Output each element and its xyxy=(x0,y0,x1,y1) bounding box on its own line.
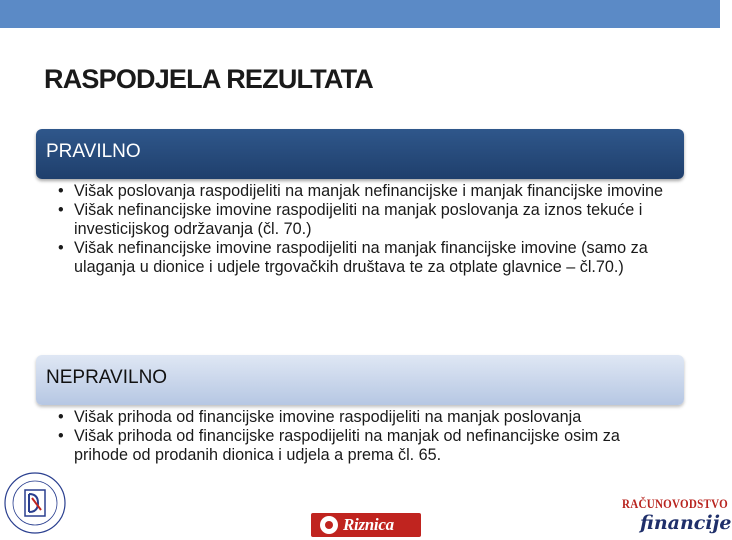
bullet-icon: • xyxy=(58,182,64,200)
list-item xyxy=(58,427,678,465)
list-item xyxy=(58,239,678,277)
list-item-text: Višak nefinancijske imovine raspodijeliti na manjak financijske imovine (samo za ulaganja u dionice i udjele trgovačkih društava te za otplate glavnice – čl.70.) xyxy=(74,239,648,276)
riznica-logo-text: Riznica xyxy=(343,515,394,534)
list-item xyxy=(58,408,678,427)
bullet-icon: • xyxy=(58,201,64,219)
incorrect-list xyxy=(58,408,678,465)
racunovodstvo-logo-text: RAČUNOVODSTVO xyxy=(622,496,729,511)
bullet-icon: • xyxy=(58,239,64,257)
section-header-correct xyxy=(36,129,684,179)
bullet-icon: • xyxy=(58,408,64,426)
list-item-text: Višak poslovanja raspodijeliti na manjak nefinancijske i manjak financijske imovine xyxy=(74,182,664,200)
correct-list xyxy=(58,182,678,277)
list-item xyxy=(58,182,678,201)
financije-logo-text: financije xyxy=(640,512,732,534)
seal-logo-icon xyxy=(2,470,68,536)
section-header-incorrect xyxy=(36,355,684,405)
list-item xyxy=(58,201,678,239)
racunovodstvo-logo xyxy=(622,496,732,540)
list-item-text: Višak nefinancijske imovine raspodijeliti na manjak poslovanja za iznos tekuće i investicijskog održavanja (čl. 70.) xyxy=(74,201,643,238)
list-item-text: Višak prihoda od financijske imovine raspodijeliti na manjak poslovanja xyxy=(74,408,582,426)
top-accent-bar xyxy=(0,0,720,28)
section-header-correct-label: PRAVILNO xyxy=(46,141,141,162)
riznica-emblem-icon xyxy=(320,516,338,534)
riznica-logo xyxy=(311,513,421,537)
section-header-incorrect-label: NEPRAVILNO xyxy=(46,367,168,388)
bullet-icon: • xyxy=(58,427,64,445)
slide-title: RASPODJELA REZULTATA xyxy=(44,64,373,94)
list-item-text: Višak prihoda od financijske raspodijeliti na manjak od nefinancijske osim za prihode od prodanih dionica i udjela a prema čl. 65. xyxy=(74,427,620,464)
